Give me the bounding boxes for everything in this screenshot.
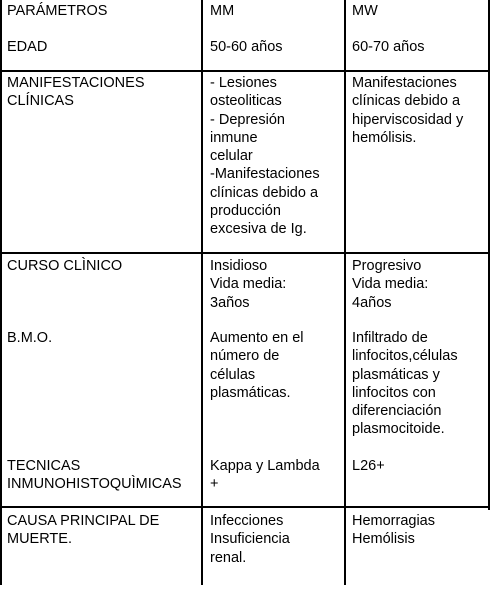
row-tecnicas-label: TECNICAS INMUNOHISTOQUÌMICAS xyxy=(7,458,182,493)
row-manifestaciones-mm: - Lesiones osteoliticas - Depresión inmune celular -Manifestaciones clínicas debido a producción excesiva de Ig. xyxy=(210,75,320,238)
row-causa-mm: Infecciones Insuficiencia renal. xyxy=(210,513,290,566)
row-edad-mw: 60-70 años xyxy=(352,39,425,55)
row-bmo-mw: Infiltrado de linfocitos,células plasmáticas y linfocitos con diferenciación plasmocitoide. xyxy=(352,330,458,438)
header-parametros: PARÁMETROS xyxy=(7,3,108,19)
row-manifestaciones-mw: Manifestaciones clínicas debido a hiperviscosidad y hemólisis. xyxy=(352,75,464,146)
row-edad-label: EDAD xyxy=(7,39,48,55)
row-curso-mm: Insidioso Vida media: 3años xyxy=(210,258,287,311)
table-divider-2 xyxy=(344,0,346,585)
row-causa-mw: Hemorragias Hemólisis xyxy=(352,513,435,548)
header-mm: MM xyxy=(210,3,235,19)
row-tecnicas-mw: L26+ xyxy=(352,458,385,474)
row-curso-label: CURSO CLÌNICO xyxy=(7,258,123,274)
row-curso-mw: Progresivo Vida media: 4años xyxy=(352,258,429,311)
row-tecnicas-mm: Kappa y Lambda + xyxy=(210,458,320,493)
table-border-left xyxy=(0,0,2,585)
table-rule-1 xyxy=(0,70,489,72)
row-edad-mm: 50-60 años xyxy=(210,39,283,55)
table-border-right xyxy=(488,0,490,510)
row-manifestaciones-label: MANIFESTACIONES CLÍNICAS xyxy=(7,75,145,110)
row-bmo-label: B.M.O. xyxy=(7,330,53,346)
table-rule-2 xyxy=(0,252,489,254)
row-causa-label: CAUSA PRINCIPAL DE MUERTE. xyxy=(7,513,160,548)
table-rule-3 xyxy=(0,506,489,508)
header-mw: MW xyxy=(352,3,378,19)
table-divider-1 xyxy=(201,0,203,585)
row-bmo-mm: Aumento en el número de células plasmáticas. xyxy=(210,330,304,401)
